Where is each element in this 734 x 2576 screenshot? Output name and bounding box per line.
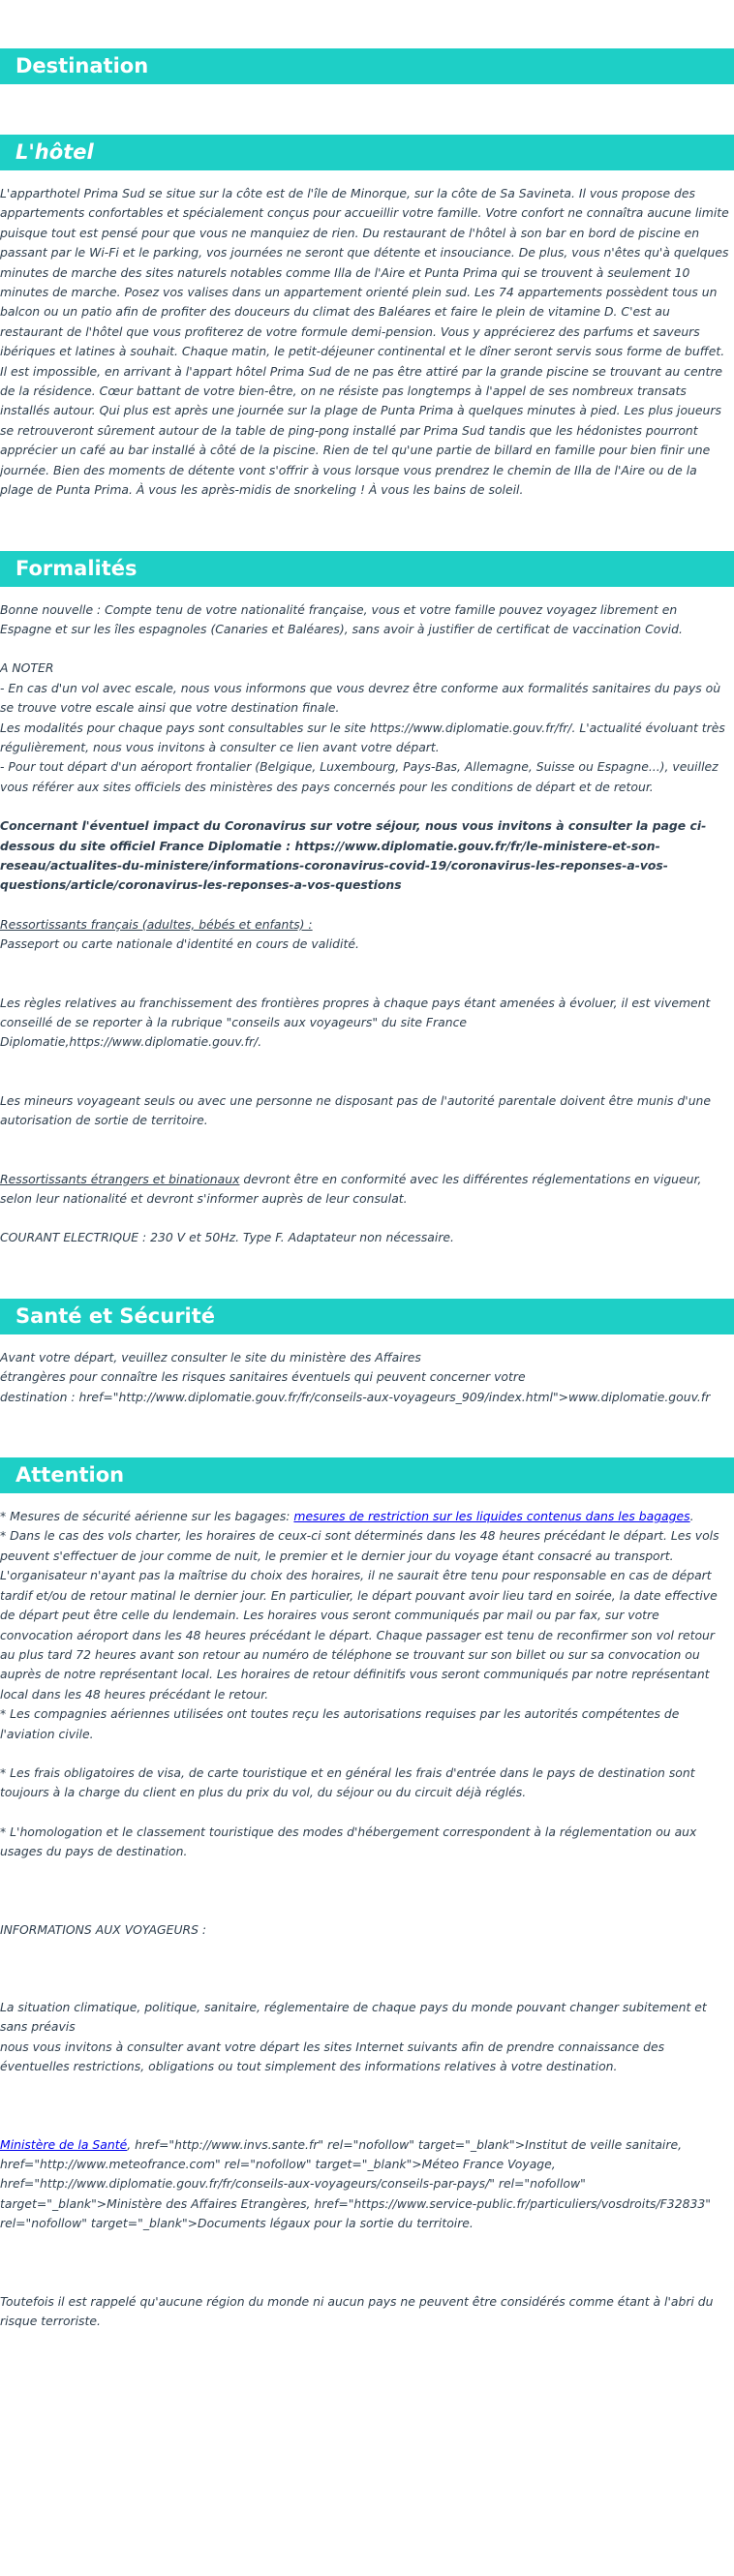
destination-heading: Destination	[0, 48, 734, 84]
note-title: A NOTER	[0, 660, 54, 676]
bagages-suffix: .	[689, 1509, 694, 1524]
vols-charter-notice: * Dans le cas des vols charter, les horaires de ceux-ci sont déterminés dans les 48 heures précédant le départ. Les vols peuvent s'effectuer de jour comme de nuit, le premier et le dernier jour du voyage étant consacré au transport. L'organisateur n'ayant pas la maîtrise du choix des horaires, il ne saurait être tenu pour responsable en cas de départ tardif et/ou de retour matinal le dernier jour. En particulier, le départ pouvant avoir lieu tard en soirée, la date effective de départ peut être celle du lendemain. Les horaires vous seront communiqués par mail ou par fax, sur votre convocation aéroport dans les 48 heures précédant le départ. Chaque passager est tenu de reconfirmer son vol retour au plus tard 72 heures avant son retour au numéro de téléphone se trouvant sur son billet ou sur sa convocation ou auprès de notre représentant local. Les horaires de retour définitifs vous seront communiqués par notre représentant local dans les 48 heures précédant le retour.	[0, 1528, 719, 1702]
mineurs-notice: Les mineurs voyageant seuls ou avec une personne ne disposant pas de l'autorité parentale doivent être munis d'une autorisation de sortie de territoire.	[0, 1092, 712, 1128]
bagages-prefix: * Mesures de sécurité aérienne sur les bagages:	[0, 1509, 294, 1524]
hotel-heading: L'hôtel	[0, 135, 734, 170]
bagages-notice	[0, 1507, 734, 1526]
sante-heading: Santé et Sécurité	[0, 1299, 734, 1334]
covid-notice: Concernant l'éventuel impact du Coronavirus sur votre séjour, nous vous invitons à consulter la page ci-dessous du site officiel France Diplomatie : https://www.diplomatie.gouv.fr/fr/le-ministere-et-son-reseau/actualites-du-ministere/informations-coronavirus-covid-19/coronavirus-les-reponses-a-vos-questions/article/coronavirus-les-reponses-a-vos-questions	[0, 818, 707, 893]
ressortissants-francais-title: Ressortissants français (adultes, bébés et enfants) :	[0, 916, 313, 932]
compagnies-notice: * Les compagnies aériennes utilisées ont toutes reçu les autorisations requises par les autorités compétentes de l'aviation civile.	[0, 1706, 680, 1741]
attention-heading: Attention	[0, 1457, 734, 1493]
homologation-notice: * L'homologation et le classement touristique des modes d'hébergement correspondent à la réglementation ou aux usages du pays de destination.	[0, 1824, 697, 1859]
regles-frontieres: Les règles relatives au franchissement des frontières propres à chaque pays étant amenées à évoluer, il est vivement conseillé de se reporter à la rubrique "conseils aux voyageurs" du site France Diplomatie,https://www.diplomatie.gouv.fr/.	[0, 995, 711, 1050]
bagages-restrictions-link[interactable]: mesures de restriction sur les liquides contenus dans les bagages	[293, 1509, 690, 1524]
formalites-heading: Formalités	[0, 551, 734, 587]
sante-line-2: étrangères pour connaître les risques sanitaires éventuels qui peuvent concerner votre	[0, 1369, 526, 1385]
ressortissants-francais-text: Passeport ou carte nationale d'identité en cours de validité.	[0, 936, 359, 952]
liens-utiles	[0, 2135, 734, 2234]
etrangers-title: Ressortissants étrangers et binationaux	[0, 1171, 240, 1186]
courant-electrique: COURANT ELECTRIQUE : 230 V et 50Hz. Type F. Adaptateur non nécessaire.	[0, 1230, 454, 1245]
frais-notice: * Les frais obligatoires de visa, de carte touristique et en général les frais d'entrée dans le pays de destination sont toujours à la charge du client en plus du prix du vol, du séjour ou du circuit déjà réglés.	[0, 1764, 695, 1800]
note-aeroport-frontalier: - Pour tout départ d'un aéroport frontalier (Belgique, Luxembourg, Pays-Bas, Allemagne, Suisse ou Espagne...), veuillez vous référer aux sites officiels des ministères des pays concernés pour les conditions de départ et de retour.	[0, 759, 719, 794]
section-sante	[0, 1299, 734, 1407]
sante-line-3: destination : href="http://www.diplomatie.gouv.fr/fr/conseils-aux-voyageurs_909/index.html">www.diplomatie.gouv.fr	[0, 1389, 711, 1404]
section-attention	[0, 1457, 734, 2331]
note-escale: - En cas d'un vol avec escale, nous vous informons que vous devrez être conforme aux formalités sanitaires du pays où se trouve votre escale ainsi que votre destination finale.	[0, 680, 721, 716]
section-hotel	[0, 135, 734, 501]
sites-internet-notice: nous vous invitons à consulter avant votre départ les sites Internet suivants afin de prendre connaissance des éventuelles restrictions, obligations ou tout simplement des informations relatives à votre destination.	[0, 2039, 665, 2074]
section-destination	[0, 48, 734, 84]
terrorisme-notice: Toutefois il est rappelé qu'aucune région du monde ni aucun pays ne peuvent être considérés comme étant à l'abri du risque terroriste.	[0, 2293, 714, 2329]
formalites-intro: Bonne nouvelle : Compte tenu de votre nationalité française, vous et votre famille pouvez voyagez librement en Espagne et sur les îles espagnoles (Canaries et Baléares), sans avoir à justifier de certificat de vaccination Covid.	[0, 601, 683, 636]
situation-notice: La situation climatique, politique, sanitaire, réglementaire de chaque pays du monde pouvant changer subitement et sans préavis	[0, 1999, 707, 2035]
etrangers-text: devront être en conformité avec les différentes réglementations en vigueur, selon leur nationalité et devront s'informer auprès de leur consulat.	[0, 1171, 702, 1207]
ministere-sante-link[interactable]: Ministère de la Santé	[0, 2136, 128, 2152]
note-modalites: Les modalités pour chaque pays sont consultables sur le site https://www.diplomatie.gouv.fr/fr/. L'actualité évoluant très régulièrement, nous vous invitons à consulter ce lien avant votre départ.	[0, 720, 725, 754]
etrangers-notice	[0, 1170, 734, 1210]
sante-line-1: Avant votre départ, veuillez consulter le site du ministère des Affaires	[0, 1349, 421, 1365]
section-formalites	[0, 551, 734, 1248]
informations-voyageurs-title: INFORMATIONS AUX VOYAGEURS :	[0, 1921, 207, 1937]
liens-utiles-text: , href="http://www.invs.sante.fr" rel="nofollow" target="_blank">Institut de veille sanitaire, href="http://www.meteofrance.com" rel="nofollow" target="_blank">Méteo France Voyage, href="http://www.diplomatie.gouv.fr/fr/conseils-aux-voyageurs/conseils-par-pays/" rel="nofollow" target="_blank">Ministère des Affaires Etrangères, href="https://www.service-public.fr/particuliers/vosdroits/F32833" rel="nofollow" target="_blank">Documents légaux pour la sortie du territoire.	[0, 2136, 711, 2231]
hotel-description: L'apparthotel Prima Sud se situe sur la côte est de l'île de Minorque, sur la côte de Sa Savineta. Il vous propose des appartements confortables et spécialement conçus pour accueillir votre famille. Votre confort ne connaîtra aucune limite puisque tout est pensé pour que vous ne manquiez de rien. Du restaurant de l'hôtel à son bar en bord de piscine en passant par le Wi-Fi et le parking, vos journées ne seront que détente et insouciance. De plus, vous n'êtes qu'à quelques minutes de marche des sites naturels notables comme Illa de l'Aire et Punta Prima qui se trouvent à seulement 10 minutes de marche. Posez vos valises dans un appartement orienté plein sud. Les 74 appartements possèdent tous un balcon ou un patio afin de profiter des douceurs du climat des Baléares et faire le plein de vitamine D. C'est au restaurant de l'hôtel que vous profiterez de votre formule demi-pension. Vous y apprécierez des parfums et saveurs ibériques et latines à souhait. Chaque matin, le petit-déjeuner continental et le dîner seront servis sous forme de buffet. Il est impossible, en arrivant à l'appart hôtel Prima Sud de ne pas être attiré par la grande piscine se trouvant au centre de la résidence. Cœur battant de votre bien-être, on ne résiste pas longtemps à l'appel de ses nombreux transats installés autour. Qui plus est après une journée sur la plage de Punta Prima à quelques minutes à pied. Les plus joueurs se retrouveront sûrement autour de la table de ping-pong installé par Prima Sud tandis que les hédonistes pourront apprécier un café au bar installé à côté de la piscine. Rien de tel qu'une partie de billard en famille pour bien finir une journée. Bien des moments de détente vont s'offrir à vous lorsque vous prendrez le chemin de Illa de l'Aire ou de la plage de Punta Prima. À vous les après-midis de snorkeling ! À vous les bains de soleil.	[0, 186, 729, 498]
